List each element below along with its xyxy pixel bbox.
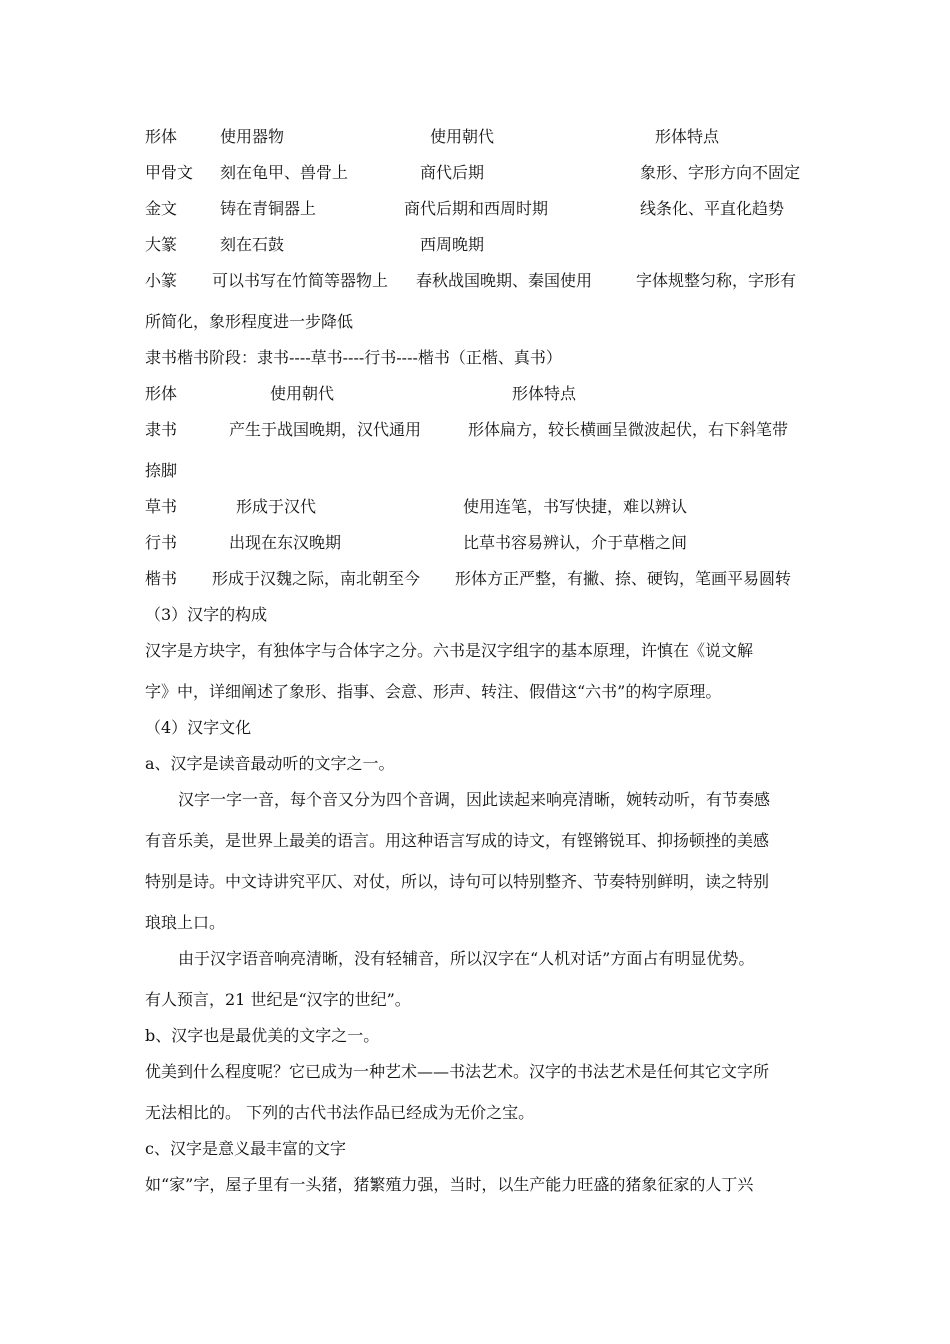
paragraph-line: 有音乐美，是世界上最美的语言。用这种语言写成的诗文，有铿锵锐耳、抑扬顿挫的美感 <box>145 831 770 850</box>
paragraph-line: 琅琅上口。 <box>145 913 226 932</box>
table2-cell: 楷书 <box>145 569 178 588</box>
table1-header-form: 形体 <box>145 127 178 146</box>
table1-header-vessel: 使用器物 <box>220 127 285 146</box>
table1-wrap-line: 所简化，象形程度进一步降低 <box>145 312 354 331</box>
table1-cell: 甲骨文 <box>145 163 194 182</box>
table1-cell: 大篆 <box>145 235 178 254</box>
section3-line: 字》中，详细阐述了象形、指事、会意、形声、转注、假借这“六书”的构字原理。 <box>145 682 722 701</box>
table2-header-form: 形体 <box>145 384 178 403</box>
table2-cell: 形成于汉代 <box>236 497 317 516</box>
table2-cell: 形成于汉魏之际，南北朝至今 <box>212 569 421 588</box>
section3-heading: （3）汉字的构成 <box>145 605 268 624</box>
table2-cell: 形体方正严整，有撇、捺、硬钩，笔画平易圆转 <box>455 569 792 588</box>
table2-cell: 行书 <box>145 533 178 552</box>
section3-line: 汉字是方块字，有独体字与合体字之分。六书是汉字组字的基本原理，许慎在《说文解 <box>145 641 754 660</box>
paragraph-line: 特别是诗。中文诗讲究平仄、对仗，所以，诗句可以特别整齐、节奏特别鲜明，读之特别 <box>145 872 770 891</box>
table2-cell: 使用连笔，书写快捷，难以辨认 <box>463 497 688 516</box>
table1-cell: 金文 <box>145 199 178 218</box>
table1-cell: 商代后期和西周时期 <box>404 199 549 218</box>
table2-cell: 出现在东汉晚期 <box>229 533 342 552</box>
table1-cell: 商代后期 <box>420 163 485 182</box>
table1-cell: 象形、字形方向不固定 <box>640 163 801 182</box>
stage-title: 隶书楷书阶段：隶书----草书----行书----楷书（正楷、真书） <box>145 348 562 367</box>
paragraph-line: 汉字一字一音，每个音又分为四个音调，因此读起来响亮清晰，婉转动听，有节奏感 <box>178 790 771 809</box>
subsection-c-heading: c、汉字是意义最丰富的文字 <box>145 1139 346 1158</box>
table1-header-features: 形体特点 <box>655 127 720 146</box>
table1-cell: 字体规整匀称，字形有 <box>636 271 797 290</box>
table1-cell: 铸在青铜器上 <box>220 199 317 218</box>
table2-header-features: 形体特点 <box>512 384 577 403</box>
paragraph-line: 由于汉字语音响亮清晰，没有轻辅音，所以汉字在“人机对话”方面占有明显优势。 <box>178 949 755 968</box>
table1-cell: 刻在龟甲、兽骨上 <box>220 163 349 182</box>
paragraph-line: 优美到什么程度呢？它已成为一种艺术——书法艺术。汉字的书法艺术是任何其它文字所 <box>145 1062 770 1081</box>
section4-heading: （4）汉字文化 <box>145 718 252 737</box>
table2-cell: 形体扁方，较长横画呈微波起伏，右下斜笔带 <box>468 420 789 439</box>
table1-cell: 刻在石鼓 <box>220 235 285 254</box>
table2-cell: 草书 <box>145 497 178 516</box>
table2-header-dynasty: 使用朝代 <box>270 384 335 403</box>
table1-cell: 春秋战国晚期、秦国使用 <box>416 271 593 290</box>
table1-cell: 线条化、平直化趋势 <box>640 199 785 218</box>
table2-cell: 比草书容易辨认，介于草楷之间 <box>463 533 688 552</box>
paragraph-line: 如“家”字，屋子里有一头猪，猪繁殖力强，当时，以生产能力旺盛的猪象征家的人丁兴 <box>145 1175 754 1194</box>
paragraph-line: 有人预言，21 世纪是“汉字的世纪”。 <box>145 990 411 1009</box>
subsection-a-heading: a、汉字是读音最动听的文字之一。 <box>145 754 395 773</box>
table2-cell: 产生于战国晚期，汉代通用 <box>229 420 422 439</box>
paragraph-line: 无法相比的。 下列的古代书法作品已经成为无价之宝。 <box>145 1103 535 1122</box>
table1-cell: 可以书写在竹简等器物上 <box>212 271 389 290</box>
table1-header-dynasty: 使用朝代 <box>430 127 495 146</box>
table1-cell: 小篆 <box>145 271 178 290</box>
table1-cell: 西周晚期 <box>420 235 485 254</box>
table2-wrap-line: 捺脚 <box>145 461 178 480</box>
table2-cell: 隶书 <box>145 420 178 439</box>
subsection-b-heading: b、汉字也是最优美的文字之一。 <box>145 1026 380 1045</box>
